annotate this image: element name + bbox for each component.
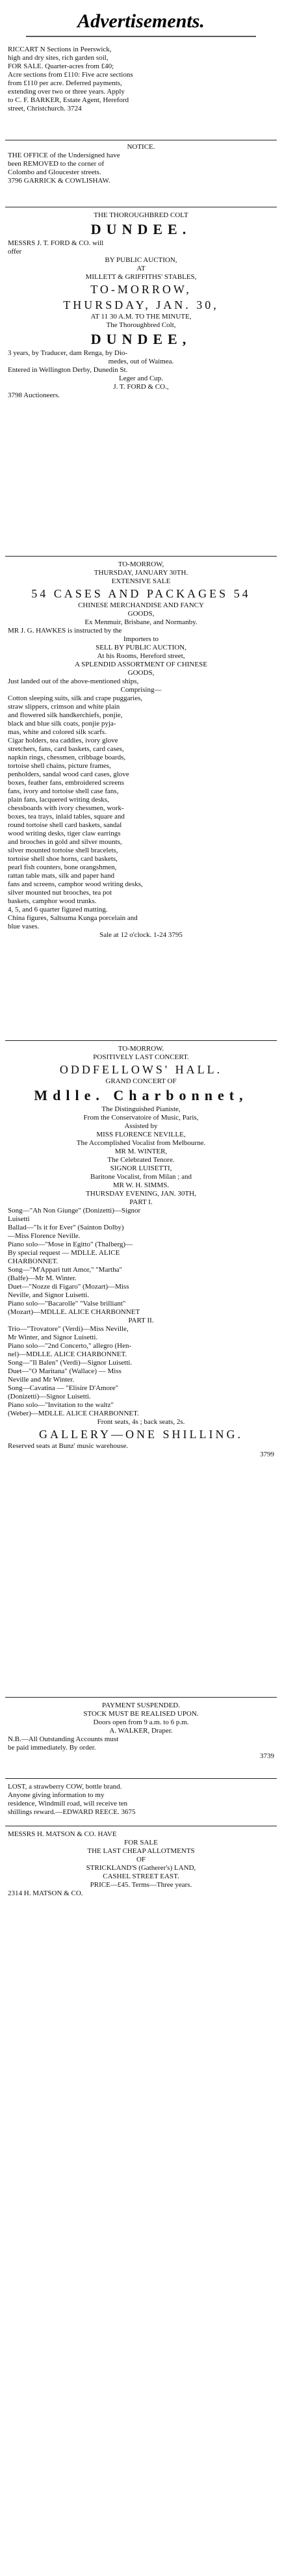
ad-line: Sale at 12 o'clock. 1-24 3795 — [99, 931, 183, 939]
ad-line: Reserved seats at Bunz' music warehouse. — [8, 1442, 129, 1450]
ad-line: GALLERY—ONE SHILLING. — [39, 1428, 243, 1441]
ad-line: chessboards with ivory chessmen, work- — [8, 804, 124, 812]
ad-line: Doors open from 9 a.m. to 6 p.m. — [93, 1718, 189, 1726]
ad-line: At his Rooms, Hereford street, — [97, 652, 185, 660]
ad-line: Song—"M'Appari tutt Amor," "Martha" — [8, 1266, 122, 1274]
ad-line: 54 CASES AND PACKAGES 54 — [31, 587, 251, 600]
ad-line: rattan table mats, silk and paper hand — [8, 872, 115, 880]
ad-line: MESSRS H. MATSON & CO. HAVE — [8, 1830, 117, 1838]
ad-line: Song—"Ah Non Giunge" (Donizetti)—Signor — [8, 1207, 141, 1215]
ad-line: Anyone giving information to my — [8, 1791, 105, 1799]
ad-line: Luisetti — [8, 1215, 30, 1223]
ad-line: (Mozart)—MDLLE. ALICE CHARBONNET — [8, 1308, 140, 1316]
ad-line: Neville, and Signor Luisetti. — [8, 1291, 89, 1299]
ad-line: MILLETT & GRIFFITHS' STABLES, — [85, 273, 197, 281]
ad-line: PART II. — [128, 1317, 154, 1324]
ad-chinese-goods — [0, 560, 282, 1035]
ad-line: wood writing desks, tiger claw earrings — [8, 830, 121, 837]
ad-line: Baritone Vocalist, from Milan ; and — [90, 1173, 192, 1181]
ad-concert — [0, 1045, 282, 1689]
ad-line: THE OFFICE of the Undersigned have — [8, 151, 120, 159]
ad-line: Piano solo—"Invitation to the waltz" — [8, 1401, 114, 1409]
ad-line: nel)—MDLLE. ALICE CHARBONNET. — [8, 1350, 127, 1358]
ad-line: EXTENSIVE SALE — [111, 577, 171, 585]
ad-line: THURSDAY EVENING, JAN. 30TH, — [86, 1190, 196, 1198]
ad-line: boxes, tea trays, inlaid tables, square and — [8, 813, 125, 821]
ad-line: stretchers, fans, card baskets, card cases, — [8, 745, 124, 753]
ad-line: napkin rings, chessmen, cribbage boards, — [8, 754, 126, 761]
ad-line: Acre sections from £110: Five acre sections — [8, 71, 133, 79]
ad-line: ODDFELLOWS' HALL. — [59, 1063, 223, 1076]
ad-line: Importers to — [123, 635, 159, 643]
ad-line: tortoise shell chains, picture frames, — [8, 762, 111, 770]
ad-line: baskets, camphor wood trunks. — [8, 897, 97, 905]
ad-line: 2314 H. MATSON & CO. — [8, 1889, 83, 1897]
ad-line: The Distinguished Pianiste, — [101, 1105, 181, 1113]
ad-line: (Balfe)—Mr M. Winter. — [8, 1274, 77, 1282]
ad-line: and brooches in gold and silver mounts, — [8, 838, 122, 846]
ad-line: fans, ivory and tortoise shell case fans, — [8, 787, 119, 795]
ad-line: LOST, a strawberry COW, bottle brand. — [8, 1783, 122, 1791]
ad-lost-cow — [0, 1783, 282, 1822]
ad-line: AT 11 30 A.M. TO THE MINUTE, — [90, 313, 192, 321]
ad-line: Colombo and Gloucester streets. — [8, 168, 101, 176]
ad-line: Duet—"Nozze di Figaro" (Mozart)—Miss — [8, 1283, 129, 1291]
ad-line: FOR SALE. Quarter-acres from £40; — [8, 62, 114, 70]
ad-line: Just landed out of the above-mentioned ships, — [8, 677, 139, 685]
ad-line: Cotton sleeping suits, silk and crape puggaries, — [8, 694, 143, 702]
ad-line: Mr Winter, and Signor Luisetti. — [8, 1334, 98, 1341]
ad-line: Song—"Il Balen" (Verdi)—Signor Luisetti. — [8, 1359, 133, 1367]
divider — [5, 556, 277, 557]
ad-line: MR M. WINTER, — [114, 1148, 168, 1155]
ad-line: Duet—"O Maritana" (Wallace) — Miss — [8, 1367, 122, 1375]
ad-heading: TO-MORROW, — [118, 560, 164, 568]
ad-line: GRAND CONCERT OF — [105, 1077, 177, 1085]
ad-line: Piano solo—"Bacarolle" "Valse brilliant" — [8, 1300, 126, 1308]
ad-line: CASHEL STREET EAST. — [103, 1873, 179, 1880]
ad-title: DUNDEE. — [90, 221, 192, 237]
ad-line: 4, 5, and 6 quarter figured matting. — [8, 906, 108, 913]
ad-line: GOODS, — [127, 610, 155, 618]
ad-line: offer — [8, 248, 22, 256]
ad-line: CHINESE MERCHANDISE AND FANCY — [78, 601, 204, 609]
ad-line: black and blue silk coats, ponjie pyja- — [8, 720, 116, 728]
ad-line: Cigar holders, tea caddies, ivory glove — [8, 737, 118, 744]
ad-line: 3798 Auctioneers. — [8, 391, 60, 399]
ad-line: The Celebrated Tenore. — [107, 1156, 175, 1164]
divider — [5, 1697, 277, 1698]
ad-line: Ballad—"Is it for Ever" (Sainton Dolby) — [8, 1224, 124, 1231]
ad-line: Ex Menmuir, Brisbane, and Normanby. — [84, 618, 198, 626]
ad-line: A SPLENDID ASSORTMENT OF CHINESE — [75, 661, 207, 668]
ad-line: high and dry sites, rich garden soil, — [8, 54, 109, 62]
ad-riccarton — [0, 46, 282, 137]
ad-line: STOCK MUST BE REALISED UPON. — [83, 1710, 199, 1718]
ad-heading: THE THOROUGHBRED COLT — [94, 211, 188, 219]
ad-line: The Accomplished Vocalist from Melbourne. — [76, 1139, 206, 1147]
ad-line: blue vases. — [8, 923, 40, 930]
ad-line: Assisted by — [124, 1122, 158, 1130]
ad-line: TO-MORROW, — [90, 283, 192, 296]
ad-line: 3739 — [260, 1752, 274, 1760]
ad-line: Piano solo—"Mose in Egitto" (Thalberg)— — [8, 1241, 133, 1248]
ad-line: MR J. G. HAWKES is instructed by the — [8, 627, 122, 635]
ad-line: be paid immediately. By order. — [8, 1744, 96, 1752]
ad-line: SIGNOR LUISETTI, — [110, 1164, 172, 1172]
ad-matson — [0, 1830, 282, 1908]
ad-line: Trio—"Trovatore" (Verdi)—Miss Neville, — [8, 1325, 129, 1333]
ad-line: THURSDAY, JANUARY 30TH. — [94, 569, 188, 577]
ad-line: MESSRS J. T. FORD & CO. will — [8, 239, 104, 247]
ad-heading: TO-MORROW. — [118, 1045, 164, 1053]
ad-line: Mdlle. Charbonnet, — [34, 1087, 248, 1103]
ad-line: Piano solo—"2nd Concerto," allegro (Hen- — [8, 1342, 132, 1350]
ad-line: pearl fish counters, bone orangshmen, — [8, 863, 117, 871]
ad-line: MR W. H. SIMMS. — [112, 1181, 170, 1189]
ad-line: A. WALKER, Draper. — [109, 1727, 173, 1735]
ad-line: —Miss Florence Neville. — [8, 1232, 81, 1240]
ad-line: shillings reward.—EDWARD REECE. 3675 — [8, 1808, 136, 1816]
ad-line: CHARBONNET. — [8, 1257, 58, 1265]
ad-line: silver mounted tortoise shell bracelets, — [8, 847, 118, 854]
ad-line: China figures, Saltsuma Kunga porcelain and — [8, 914, 138, 922]
ad-line: street, Christchurch. 3724 — [8, 105, 82, 112]
ad-line: J. T. FORD & CO., — [113, 383, 169, 391]
ad-line: to C. F. BARKER, Estate Agent, Hereford — [8, 96, 129, 104]
ad-line: THE LAST CHEAP ALLOTMENTS — [87, 1847, 195, 1855]
ad-line: FOR SALE — [124, 1839, 158, 1847]
ad-payment-suspended — [0, 1702, 282, 1773]
ad-line: been REMOVED to the corner of — [8, 160, 105, 168]
ad-line: Front seats, 4s ; back seats, 2s. — [97, 1418, 185, 1426]
ad-line: RICCART N Sections in Peerswick, — [8, 46, 112, 53]
ad-line: extending over two or three years. Apply — [8, 88, 125, 96]
ad-line: straw slippers, crimson and white plain — [8, 703, 120, 711]
ad-line: SELL BY PUBLIC AUCTION, — [96, 644, 186, 651]
ad-line: PAYMENT SUSPENDED. — [101, 1702, 181, 1709]
ad-line: STRICKLAND'S (Gatherer's) LAND, — [86, 1864, 196, 1872]
ad-line: Neville and Mr Winter. — [8, 1376, 74, 1384]
ad-line: PRICE—£45. Terms—Three years. — [90, 1881, 192, 1889]
ad-line: DUNDEE, — [90, 331, 192, 347]
ad-line: Comprising— — [120, 686, 162, 694]
ad-line: By special request — MDLLE. ALICE — [8, 1249, 120, 1257]
ad-line: From the Conservatoire of Music, Paris, — [83, 1114, 199, 1122]
divider — [5, 1040, 277, 1041]
ad-line: plain fans, lacquered writing desks, — [8, 796, 109, 804]
ad-line: GOODS, — [127, 669, 155, 677]
divider — [5, 1778, 277, 1779]
ad-line: penholders, sandal wood card cases, glove — [8, 770, 129, 778]
ad-line: medes, out of Waimea. — [108, 358, 174, 365]
ad-line: residence, Windmill road, will receive ten — [8, 1800, 128, 1807]
ad-line: (Weber)—MDLLE. ALICE CHARBONNET. — [8, 1410, 139, 1417]
ad-line: 3796 GARRICK & COWLISHAW. — [8, 177, 110, 185]
ad-line: N.B.—All Outstanding Accounts must — [8, 1735, 119, 1743]
ad-line: 3799 — [260, 1451, 274, 1458]
ad-line: boxes, feather fans, embroidered screens — [8, 779, 124, 787]
ad-line: Entered in Wellington Derby, Dunedin St. — [8, 366, 128, 374]
ad-line: AT — [136, 265, 146, 272]
ad-line: silver mounted nut brooches, tea pot — [8, 889, 112, 897]
ad-line: 3 years, by Traducer, dam Renga, by Dio- — [8, 349, 128, 357]
ad-line: Song—Cavatina — "Elisire D'Amore" — [8, 1384, 119, 1392]
ad-line: from £110 per acre. Deferred payments, — [8, 79, 122, 87]
ad-line: MISS FLORENCE NEVILLE, — [96, 1131, 186, 1138]
ad-line: PART I. — [129, 1198, 153, 1206]
ad-line: THURSDAY, JAN. 30, — [63, 298, 219, 311]
ad-line: POSITIVELY LAST CONCERT. — [93, 1053, 189, 1061]
masthead-title: Advertisements. — [77, 10, 205, 32]
ad-line: BY PUBLIC AUCTION, — [105, 256, 177, 264]
ad-line: fans and screens, camphor wood writing desks, — [8, 880, 143, 888]
ad-line: The Thoroughbred Colt, — [106, 321, 176, 329]
ad-line: and flowered silk handkerchiefs, ponjie, — [8, 711, 123, 719]
masthead — [0, 0, 282, 46]
ad-line: (Donizetti)—Signor Luisetti. — [8, 1393, 91, 1400]
ad-notice — [0, 143, 282, 202]
ad-dundee — [0, 211, 282, 549]
ad-line: mas, white and colored silk scarfs. — [8, 728, 107, 736]
ad-line: round tortoise shell card baskets, sandal — [8, 821, 122, 829]
ad-heading: NOTICE. — [127, 143, 155, 151]
ad-line: Leger and Cup. — [118, 375, 164, 382]
ad-line: tortoise shell shoe horns, card baskets, — [8, 855, 118, 863]
ad-line: OF — [136, 1856, 146, 1863]
masthead-svg — [0, 0, 282, 46]
